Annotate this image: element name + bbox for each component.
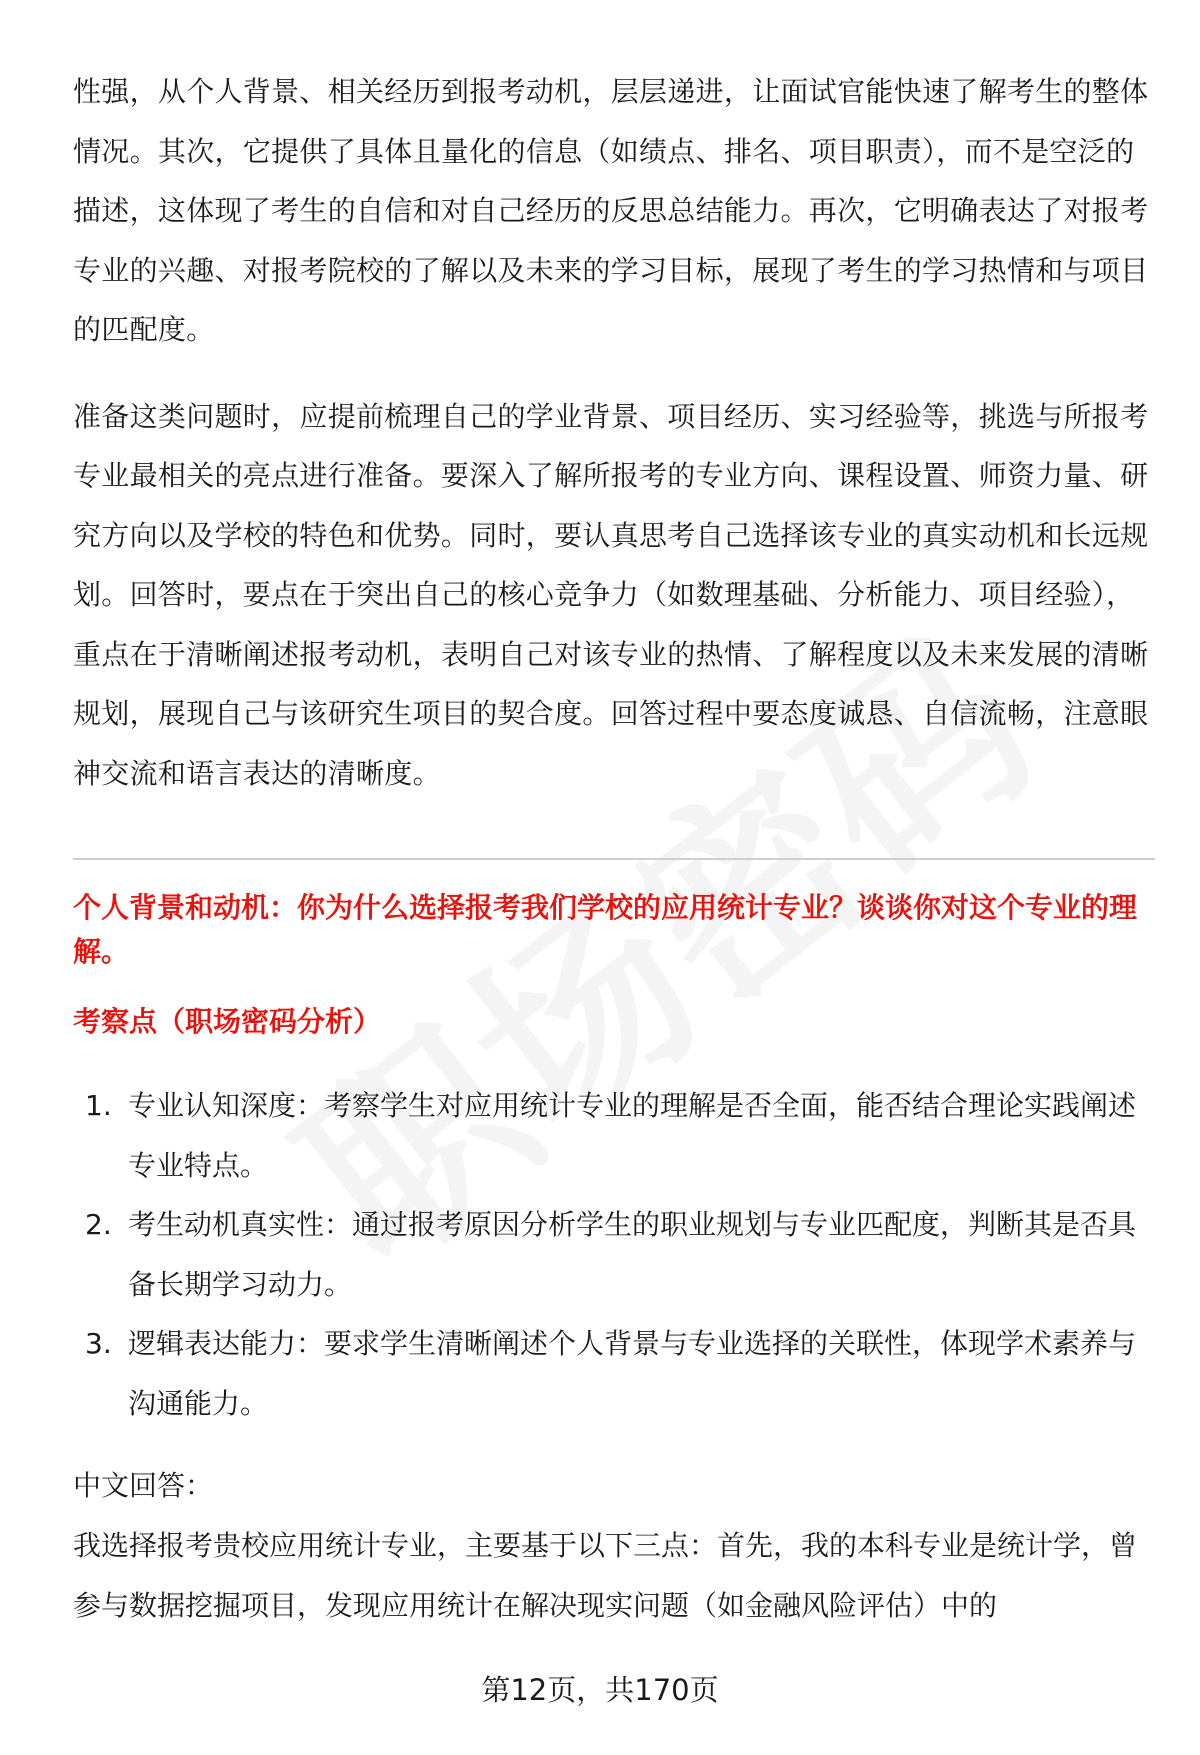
list-item (73, 1076, 1155, 1195)
analysis-heading: 考察点（职场密码分析） (73, 1005, 382, 1038)
list-item (73, 1195, 1155, 1314)
list-item-text: 考生动机真实性：通过报考原因分析学生的职业规划与专业匹配度，判断其是否具备长期学习动力。 (128, 1208, 1137, 1301)
analysis-list (73, 1076, 1155, 1433)
list-item-text: 专业认知深度：考察学生对应用统计专业的理解是否全面，能否结合理论实践阐述专业特点。 (128, 1089, 1137, 1182)
intro-paragraph: 性强，从个人背景、相关经历到报考动机，层层递进，让面试官能快速了解考生的整体情况。其次，它提供了具体且量化的信息（如绩点、排名、项目职责），而不是空泛的描述，这体现了考生的自信和对自己经历的反思总结能力。再次，它明确表达了对报考专业的兴趣、对报考院校的了解以及未来的学习目标，展现了考生的学习热情和与项目的匹配度。 (73, 75, 1149, 346)
list-item-number: 2. (85, 1208, 112, 1241)
answer-label: 中文回答： (73, 1469, 214, 1502)
list-item-number: 1. (85, 1089, 112, 1122)
section-divider (73, 858, 1155, 860)
question-heading: 个人背景和动机：你为什么选择报考我们学校的应用统计专业？谈谈你对这个专业的理解。 (73, 891, 1138, 968)
answer-text: 我选择报考贵校应用统计专业，主要基于以下三点：首先，我的本科专业是统计学，曾参与数据挖掘项目，发现应用统计在解决现实问题（如金融风险评估）中的 (73, 1529, 1138, 1622)
list-item-text: 逻辑表达能力：要求学生清晰阐述个人背景与专业选择的关联性，体现学术素养与沟通能力。 (128, 1327, 1137, 1420)
list-item (73, 1314, 1155, 1433)
page-footer: 第12页，共170页 (481, 1673, 719, 1707)
list-item-number: 3. (85, 1327, 112, 1360)
intro-paragraph: 准备这类问题时，应提前梳理自己的学业背景、项目经历、实习经验等，挑选与所报考专业最相关的亮点进行准备。要深入了解所报考的专业方向、课程设置、师资力量、研究方向以及学校的特色和优势。同时，要认真思考自己选择该专业的真实动机和长远规划。回答时，要点在于突出自己的核心竞争力（如数理基础、分析能力、项目经验），重点在于清晰阐述报考动机，表明自己对该专业的热情、了解程度以及未来发展的清晰规划，展现自己与该研究生项目的契合度。回答过程中要态度诚恳、自信流畅，注意眼神交流和语言表达的清晰度。 (73, 399, 1149, 790)
intro-section (73, 62, 1153, 803)
